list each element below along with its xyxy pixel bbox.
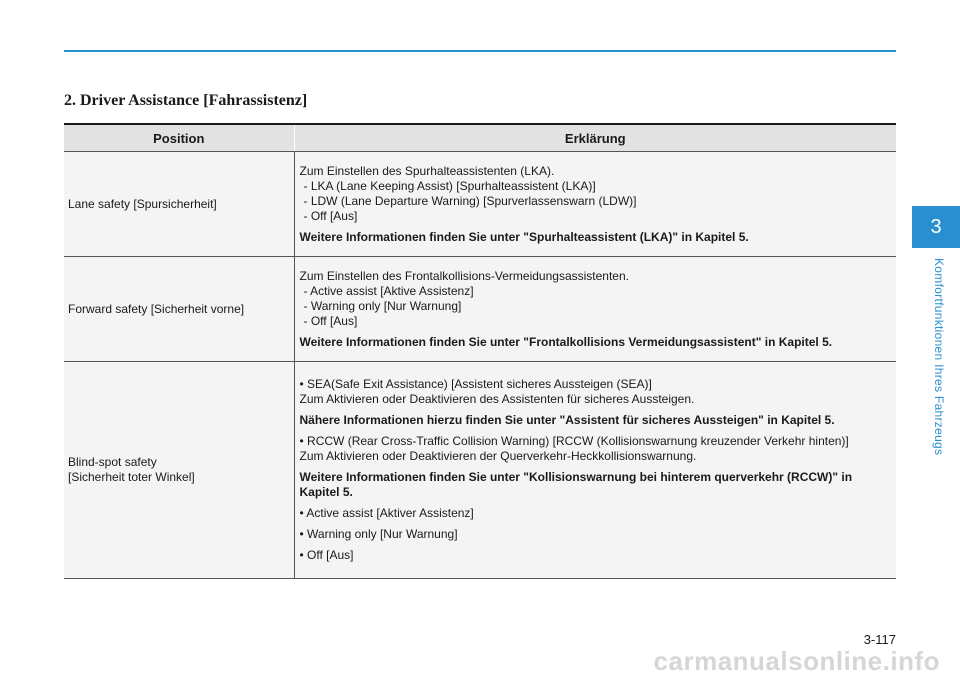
position-cell [64, 362, 294, 579]
table-row [64, 257, 896, 362]
position-label: Lane safety [Spursicherheit] [68, 196, 217, 211]
option-line: - Warning only [Nur Warnung] [303, 298, 462, 313]
sea-title: • SEA(Safe Exit Assistance) [Assistent sicheres Aussteigen (SEA)] [299, 377, 652, 391]
position-cell [64, 257, 294, 362]
table-header-row [64, 124, 896, 152]
option-line: - Off [Aus] [303, 313, 358, 328]
table-row [64, 362, 896, 579]
bullet-item: • Warning only [Nur Warnung] [299, 527, 458, 541]
sea-description: Zum Aktivieren oder Deaktivieren des Assistenten für sicheres Aussteigen. [299, 392, 695, 406]
settings-table [64, 123, 896, 579]
chapter-side-label: Komfortfunktionen Ihres Fahrzeugs [932, 258, 946, 456]
option-line: - Active assist [Aktive Assistenz] [303, 283, 474, 298]
rccw-reference-note: Weitere Informationen finden Sie unter "Kollisionswarnung bei hinterem querverkehr (RCCW)" in [299, 470, 853, 484]
column-header-explanation: Erklärung [294, 124, 896, 152]
header-rule [64, 50, 896, 52]
page-number: 3-117 [863, 632, 896, 647]
table-row [64, 152, 896, 257]
chapter-tab: 3 [912, 206, 960, 248]
option-line: - LDW (Lane Departure Warning) [Spurverlassenswarn (LDW)] [303, 193, 637, 208]
bullet-item: • Active assist [Aktiver Assistenz] [299, 506, 474, 520]
rccw-reference-note-cont: Kapitel 5. [299, 485, 353, 499]
section-title: 2. Driver Assistance [Fahrassistenz] [64, 92, 308, 109]
position-cell [64, 152, 294, 257]
explanation-cell [294, 152, 896, 257]
explanation-intro: Zum Einstellen des Frontalkollisions-Vermeidungsassistenten. [299, 268, 629, 283]
rccw-title: • RCCW (Rear Cross-Traffic Collision Warning) [RCCW (Kollisionswarnung kreuzender Verkehr hinten)] [299, 434, 849, 448]
watermark: carmanualsonline.info [653, 646, 940, 676]
position-label: Forward safety [Sicherheit vorne] [68, 301, 245, 316]
option-line: - LKA (Lane Keeping Assist) [Spurhalteassistent (LKA)] [303, 178, 596, 193]
sea-reference-note: Nähere Informationen hierzu finden Sie unter "Assistent für sicheres Aussteigen" in Kapitel 5. [299, 413, 835, 427]
bullet-item: • Off [Aus] [299, 548, 354, 562]
explanation-cell [294, 362, 896, 579]
reference-note: Weitere Informationen finden Sie unter "Spurhalteassistent (LKA)" in Kapitel 5. [299, 229, 749, 244]
option-line: - Off [Aus] [303, 208, 358, 223]
position-label: Blind-spot safety [68, 455, 157, 469]
explanation-cell [294, 257, 896, 362]
explanation-intro: Zum Einstellen des Spurhalteassistenten (LKA). [299, 163, 555, 178]
reference-note: Weitere Informationen finden Sie unter "Frontalkollisions Vermeidungsassistent" in Kapitel 5. [299, 334, 833, 349]
rccw-description: Zum Aktivieren oder Deaktivieren der Querverkehr-Heckkollisionswarnung. [299, 449, 697, 463]
column-header-position: Position [64, 124, 294, 152]
position-label: [Sicherheit toter Winkel] [68, 470, 195, 484]
